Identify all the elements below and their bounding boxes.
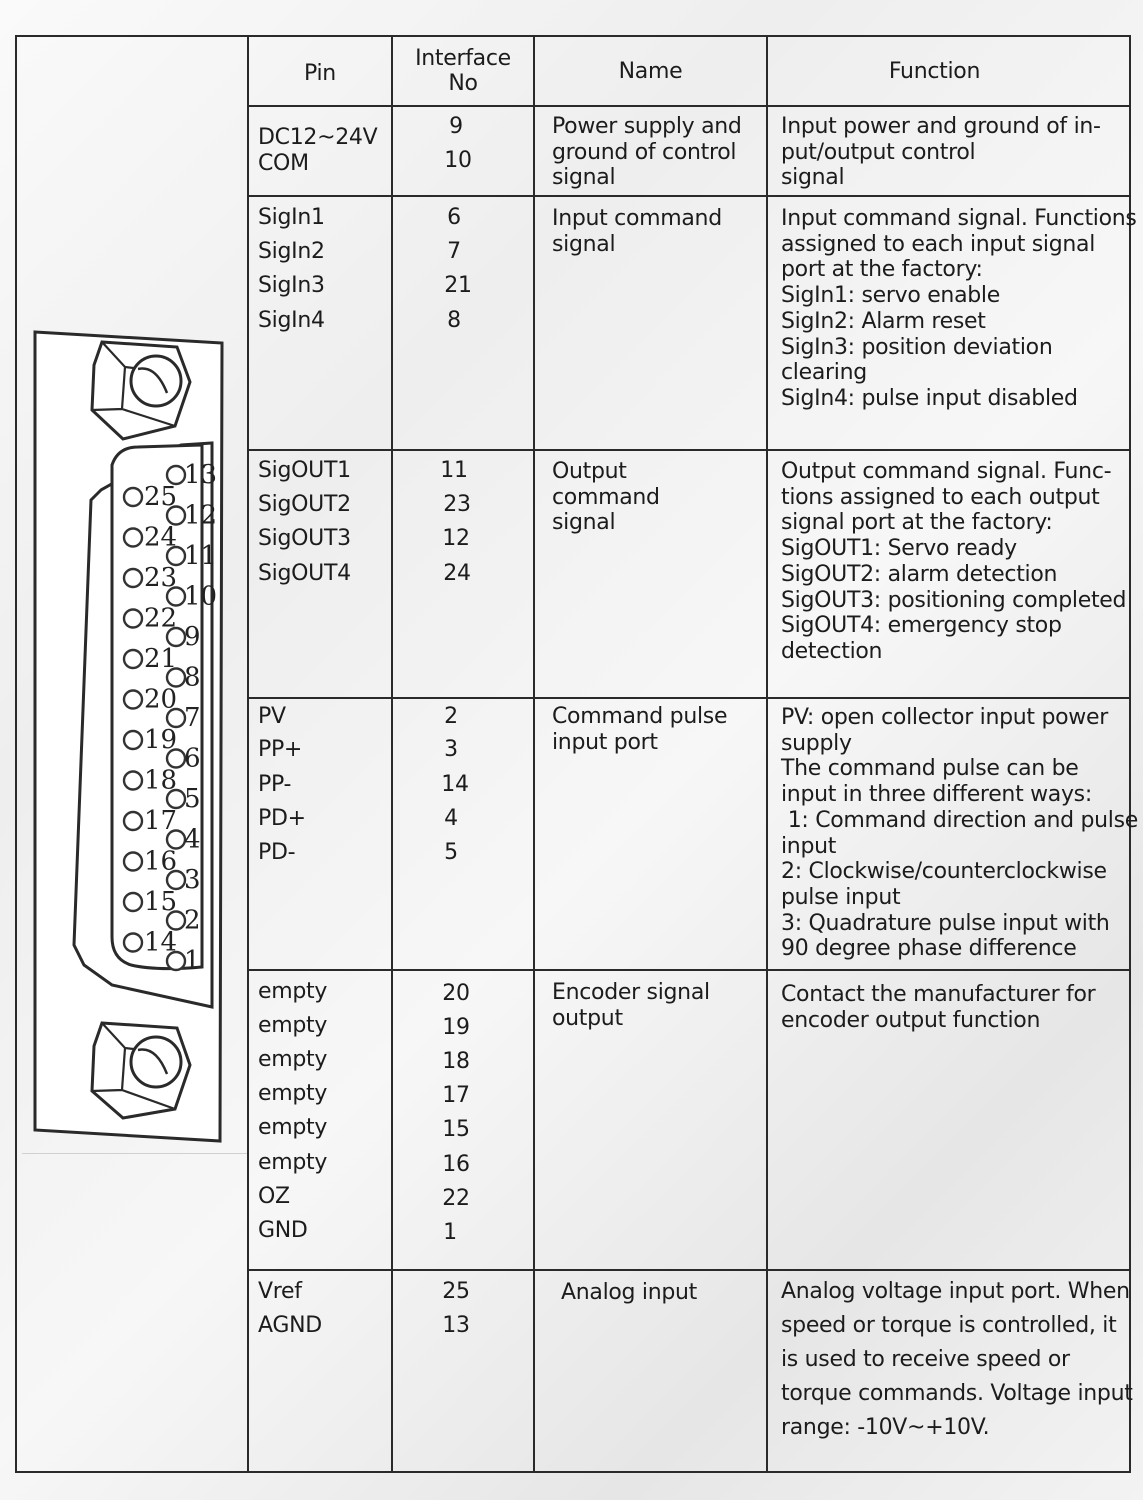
pin-cell: PP-: [258, 772, 292, 797]
pin-hole: [124, 529, 142, 547]
pin-number-label: 10: [184, 581, 218, 612]
row-divider: [248, 449, 1131, 451]
pin-number-label: 2: [184, 905, 201, 936]
mounting-nut-top: [92, 342, 190, 439]
pin-hole: [124, 610, 142, 628]
interface-number: 19: [442, 1015, 470, 1040]
pin-cell: SigOUT4: [258, 561, 351, 586]
function-cell: Contact the manufacturer for encoder output function: [781, 982, 1096, 1033]
name-cell: Command pulse input port: [552, 704, 728, 755]
interface-number: 16: [442, 1152, 470, 1177]
header-function: Function: [888, 59, 981, 84]
pin-cell: PP+: [258, 737, 303, 762]
interface-number: 23: [443, 492, 471, 517]
row-divider: [248, 697, 1131, 699]
divider: [22, 1153, 247, 1154]
pin-cell: DC12~24V COM: [258, 125, 378, 176]
column-divider: [533, 35, 535, 1473]
pin-cell: empty: [258, 1081, 328, 1106]
name-cell: Output command signal: [552, 459, 660, 536]
pin-number-label: 21: [144, 644, 178, 674]
pin-hole: [124, 893, 142, 911]
pin-number-label: 16: [144, 846, 178, 877]
interface-number: 11: [440, 458, 468, 483]
pin-cell: empty: [258, 1115, 328, 1140]
interface-number: 3: [444, 737, 458, 762]
pin-number-label: 14: [144, 927, 178, 958]
interface-number: 4: [444, 806, 458, 831]
pin-number-label: 15: [144, 887, 178, 917]
interface-number: 1: [443, 1220, 457, 1245]
interface-number: 9: [449, 114, 463, 139]
pin-cell: SigOUT2: [258, 492, 351, 517]
name-cell: Power supply and ground of control signal: [552, 114, 742, 191]
pin-hole: [124, 488, 142, 506]
pin-number-label: 8: [184, 662, 201, 693]
pin-number-label: 7: [184, 703, 201, 733]
pin-cell: AGND: [258, 1313, 322, 1338]
pin-cell: PD-: [258, 840, 296, 865]
pin-hole: [124, 934, 142, 952]
name-cell: Input command signal: [552, 206, 722, 257]
interface-number: 6: [447, 205, 461, 230]
pin-number-label: 5: [184, 784, 201, 814]
mounting-nut-bottom: [92, 1023, 190, 1118]
interface-number: 13: [442, 1313, 470, 1338]
pin-hole: [124, 691, 142, 709]
interface-number: 21: [444, 273, 472, 298]
pin-number-label: 23: [144, 563, 178, 593]
pin-cell: empty: [258, 979, 328, 1004]
pin-number-label: 18: [144, 765, 178, 796]
pin-cell: SigIn3: [258, 273, 325, 298]
interface-number: 18: [442, 1049, 470, 1074]
column-divider: [247, 35, 249, 1473]
interface-number: 5: [444, 840, 458, 865]
pin-hole: [124, 731, 142, 749]
pin-cell: SigOUT3: [258, 526, 351, 551]
interface-number: 2: [444, 704, 458, 729]
pin-cell: empty: [258, 1150, 328, 1175]
db25-connector-diagram: [26, 325, 230, 1145]
pin-number-label: 25: [144, 482, 178, 512]
pin-number-label: 17: [144, 806, 178, 836]
pin-number-label: 11: [184, 541, 218, 571]
row-divider: [248, 1269, 1131, 1271]
interface-number: 8: [447, 308, 461, 333]
pin-number-label: 12: [184, 500, 218, 531]
interface-number: 22: [442, 1186, 470, 1211]
pin-cell: Vref: [258, 1279, 302, 1304]
row-divider: [248, 195, 1131, 197]
header-interface-no: Interface No: [415, 46, 511, 96]
pin-hole: [124, 853, 142, 871]
pin-number-label: 22: [144, 603, 178, 634]
pin-cell: PD+: [258, 806, 306, 831]
pin-number-label: 19: [144, 725, 178, 755]
function-cell: Analog voltage input port. When speed or torque is controlled, it is used to receive speed or torque commands. Voltage input range: -10V~+10V.: [781, 1279, 1133, 1440]
interface-number: 17: [442, 1083, 470, 1108]
pin-cell: SigIn1: [258, 205, 325, 230]
pin-number-label: 3: [184, 865, 201, 895]
row-divider: [248, 969, 1131, 971]
pin-cell: PV: [258, 704, 286, 729]
interface-number: 25: [442, 1279, 470, 1304]
pin-number-label: 1: [184, 946, 201, 976]
name-cell: Encoder signal output: [552, 980, 710, 1031]
interface-number: 24: [443, 561, 471, 586]
interface-number: 12: [442, 526, 470, 551]
column-divider: [766, 35, 768, 1473]
pin-hole: [124, 569, 142, 587]
pin-number-label: 6: [184, 743, 201, 774]
pin-hole: [124, 772, 142, 790]
row-divider: [248, 105, 1131, 107]
interface-number: 20: [442, 981, 470, 1006]
pin-cell: empty: [258, 1047, 328, 1072]
function-cell: Input power and ground of in- put/output control signal: [781, 114, 1101, 191]
interface-number: 15: [442, 1117, 470, 1142]
name-cell: Analog input: [561, 1280, 697, 1305]
interface-number: 14: [441, 772, 469, 797]
pin-cell: SigIn4: [258, 308, 325, 333]
pin-number-label: 9: [184, 622, 201, 652]
header-pin: Pin: [304, 61, 336, 86]
pin-cell: SigOUT1: [258, 458, 351, 483]
function-cell: PV: open collector input power supply The command pulse can be input in three different ways: 1: Command direction and pulse input 2: Clockwise/counterclockwise pulse input 3: Quadrature pulse input with 90 degree phase difference: [781, 705, 1138, 962]
pin-cell: OZ: [258, 1184, 290, 1209]
pin-number-label: 24: [144, 522, 178, 553]
pin-hole: [124, 650, 142, 668]
function-cell: Output command signal. Func- tions assigned to each output signal port at the factory: SigOUT1: Servo ready SigOUT2: alarm detection SigOUT3: positioning completed SigOUT4: emergency stop detection: [781, 459, 1127, 664]
pin-cell: empty: [258, 1013, 328, 1038]
interface-number: 7: [447, 239, 461, 264]
interface-number: 10: [444, 148, 472, 173]
pin-cell: GND: [258, 1218, 308, 1243]
pin-number-label: 20: [144, 684, 178, 715]
pin-cell: SigIn2: [258, 239, 325, 264]
pin-hole: [124, 812, 142, 830]
header-name: Name: [618, 59, 683, 84]
pin-number-label: 4: [184, 824, 201, 855]
function-cell: Input command signal. Functions assigned to each input signal port at the factory: SigIn1: servo enable SigIn2: Alarm reset SigIn3: position deviation clearing SigIn4: pulse input disabled: [781, 206, 1137, 411]
pin-number-label: 13: [184, 460, 218, 490]
